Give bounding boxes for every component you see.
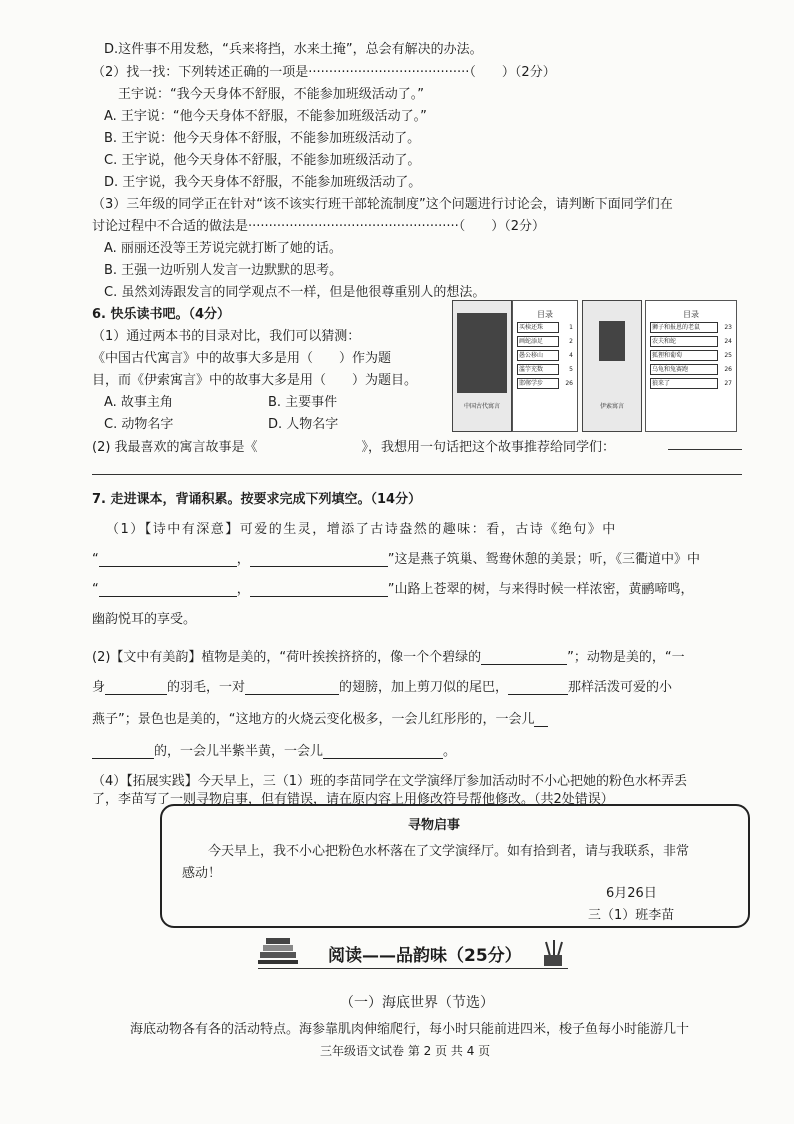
book2-cover-title: 伊索寓言 bbox=[599, 403, 624, 410]
fill-blank[interactable] bbox=[250, 582, 388, 597]
q7-p4-line2: 了，李苗写了一则寻物启事，但有错误，请在原内容上用修改符号帮他修改。（共2处错误） bbox=[92, 792, 614, 807]
toc-item: 画蛇添足 2 bbox=[519, 338, 573, 345]
toc-item: 农夫和蛇 24 bbox=[652, 338, 732, 345]
q5-sub2-option-d: D. 王宇说，我今天身体不舒服，不能参加班级活动了。 bbox=[104, 175, 422, 190]
notice-date: 6月26日 bbox=[606, 886, 657, 901]
q7-p1-line1: （1）【诗中有深意】可爱的生灵，增添了古诗盎然的趣味：看，古诗《绝句》中 bbox=[106, 522, 617, 537]
fill-blank[interactable] bbox=[99, 552, 237, 567]
q7-p1-line3: “ ， ”山路上苍翠的树，与来得时候一样浓密，黄鹂啼鸣， bbox=[92, 582, 694, 597]
q6-title: 6. 快乐读书吧。（4分） bbox=[92, 307, 231, 322]
q7-p1-line2: “ ， ”这是燕子筑巢、鸳鸯休憩的美景；听，《三衢道中》中 bbox=[92, 552, 701, 567]
answer-line[interactable] bbox=[92, 474, 742, 475]
fill-blank[interactable] bbox=[99, 582, 237, 597]
q7-p1-line4: 幽韵悦耳的享受。 bbox=[92, 612, 197, 627]
q5-sub2-option-b: B. 王宇说：他今天身体不舒服，不能参加班级活动了。 bbox=[104, 131, 421, 146]
toc-item: 狐狸和葡萄 25 bbox=[652, 352, 732, 359]
toc-item: 愚公移山 4 bbox=[519, 352, 573, 359]
q5-sub3-line1: （3）三年级的同学正在针对“该不该实行班干部轮流制度”这个问题进行讨论会，请判断下面同学们在 bbox=[92, 197, 673, 212]
toc-item: 邯郸学步 26 bbox=[519, 380, 573, 387]
q6-line2: 《中国古代寓言》中的故事大多是用（ ）作为题 bbox=[92, 351, 392, 366]
q7-p2-line1: (2)【文中有美韵】植物是美的，“荷叶挨挨挤挤的，像一个个碧绿的 ”；动物是美的，“一 bbox=[92, 650, 685, 665]
fill-blank[interactable] bbox=[481, 650, 567, 665]
toc-item: 狮子和报恩的老鼠 23 bbox=[652, 324, 732, 331]
fill-blank[interactable] bbox=[508, 680, 568, 695]
fill-blank[interactable] bbox=[250, 552, 388, 567]
lost-item-notice bbox=[160, 804, 750, 928]
q6-sub2: (2) 我最喜欢的寓言故事是《 》，我想用一句话把这个故事推荐给同学们： bbox=[92, 440, 616, 455]
q7-title: 7. 走进课本，背诵积累。按要求完成下列填空。（14分） bbox=[92, 492, 422, 507]
banner-underline bbox=[258, 968, 568, 969]
notice-signer: 三（1）班李苗 bbox=[588, 908, 675, 923]
answer-line[interactable] bbox=[668, 449, 742, 450]
book1-toc bbox=[512, 300, 578, 432]
books-decoration-icon bbox=[258, 934, 298, 966]
q7-p2-line4: 的，一会儿半紫半黄，一会儿 。 bbox=[92, 740, 456, 759]
fill-blank[interactable] bbox=[92, 744, 154, 759]
toc-item: 滥竽充数 5 bbox=[519, 366, 573, 373]
fill-blank[interactable] bbox=[245, 680, 339, 695]
q6-option-a: A. 故事主角 bbox=[104, 395, 173, 410]
q5-sub2: （2）找一找：下列转述正确的一项是·······································（ ）（2分） bbox=[92, 65, 556, 80]
q5-option-d: D.这件事不用发愁，“兵来将挡，水来土掩”，总会有解决的办法。 bbox=[104, 42, 483, 57]
q7-p4-line1: （4）【拓展实践】今天早上，三（1）班的李苗同学在文学演绎厅参加活动时不小心把她的粉色水杯弄丢 bbox=[92, 774, 688, 789]
toc-item: 买椟还珠 1 bbox=[519, 324, 573, 331]
page-footer: 三年级语文试卷 第 2 页 共 4 页 bbox=[320, 1044, 491, 1058]
fill-blank[interactable] bbox=[105, 680, 167, 695]
q5-sub2-option-c: C. 王宇说，他今天身体不舒服，不能参加班级活动了。 bbox=[104, 153, 421, 168]
q6-option-c: C. 动物名字 bbox=[104, 417, 174, 432]
fill-blank[interactable] bbox=[323, 744, 443, 759]
book2-toc bbox=[645, 300, 737, 432]
reading-text-line1: 海底动物各有各的活动特点。海参靠肌肉伸缩爬行，每小时只能前进四米，梭子鱼每小时能游几十 bbox=[130, 1022, 690, 1037]
q5-sub2-option-a: A. 王宇说：“他今天身体不舒服，不能参加班级活动了。” bbox=[104, 109, 427, 124]
fill-blank[interactable] bbox=[534, 712, 548, 727]
book1-toc-title: 目录 bbox=[537, 310, 553, 319]
book2-cover-image bbox=[582, 300, 642, 432]
reading-banner-title: 阅读——品韵味（25分） bbox=[328, 946, 522, 966]
notice-title: 寻物启事 bbox=[408, 818, 461, 833]
q5-sub3-line2: 讨论过程中不合适的做法是···················································（ ）（2分） bbox=[92, 219, 546, 234]
notice-body-line1: 今天早上，我不小心把粉色水杯落在了文学演绎厅。如有拾到者，请与我联系，非常 bbox=[208, 844, 690, 859]
q5-quote: 王宇说：“我今天身体不舒服，不能参加班级活动了。” bbox=[118, 87, 424, 102]
book1-cover-image bbox=[452, 300, 512, 432]
q5-sub3-option-a: A. 丽丽还没等王芳说完就打断了她的话。 bbox=[104, 241, 342, 256]
reading-section-title: （一）海底世界（节选） bbox=[340, 995, 494, 1011]
q7-p2-line2: 身 的羽毛，一对 的翅膀，加上剪刀似的尾巴， 那样活泼可爱的小 bbox=[92, 680, 673, 695]
q6-option-b: B. 主要事件 bbox=[268, 395, 338, 410]
q5-sub3-option-c: C. 虽然刘涛跟发言的同学观点不一样，但是他很尊重别人的想法。 bbox=[104, 285, 486, 300]
toc-item: 乌龟和兔赛跑 26 bbox=[652, 366, 732, 373]
notice-body-line2: 感动！ bbox=[182, 866, 222, 881]
book2-toc-title: 目录 bbox=[683, 310, 699, 319]
q5-sub3-option-b: B. 王强一边听别人发言一边默默的思考。 bbox=[104, 263, 343, 278]
q6-sub1: （1）通过两本书的目录对比，我们可以猜测： bbox=[92, 329, 361, 344]
q6-option-d: D. 人物名字 bbox=[268, 417, 339, 432]
q6-line3: 目，而《伊索寓言》中的故事大多是用（ ）为题目。 bbox=[92, 373, 418, 388]
toc-item: 狼来了 27 bbox=[652, 380, 732, 387]
q7-p2-line3: 燕子”；景色也是美的，“这地方的火烧云变化极多，一会儿红彤彤的，一会儿 bbox=[92, 708, 548, 727]
pencil-cup-icon bbox=[538, 938, 568, 968]
book1-cover-title: 中国古代寓言 bbox=[463, 403, 500, 410]
